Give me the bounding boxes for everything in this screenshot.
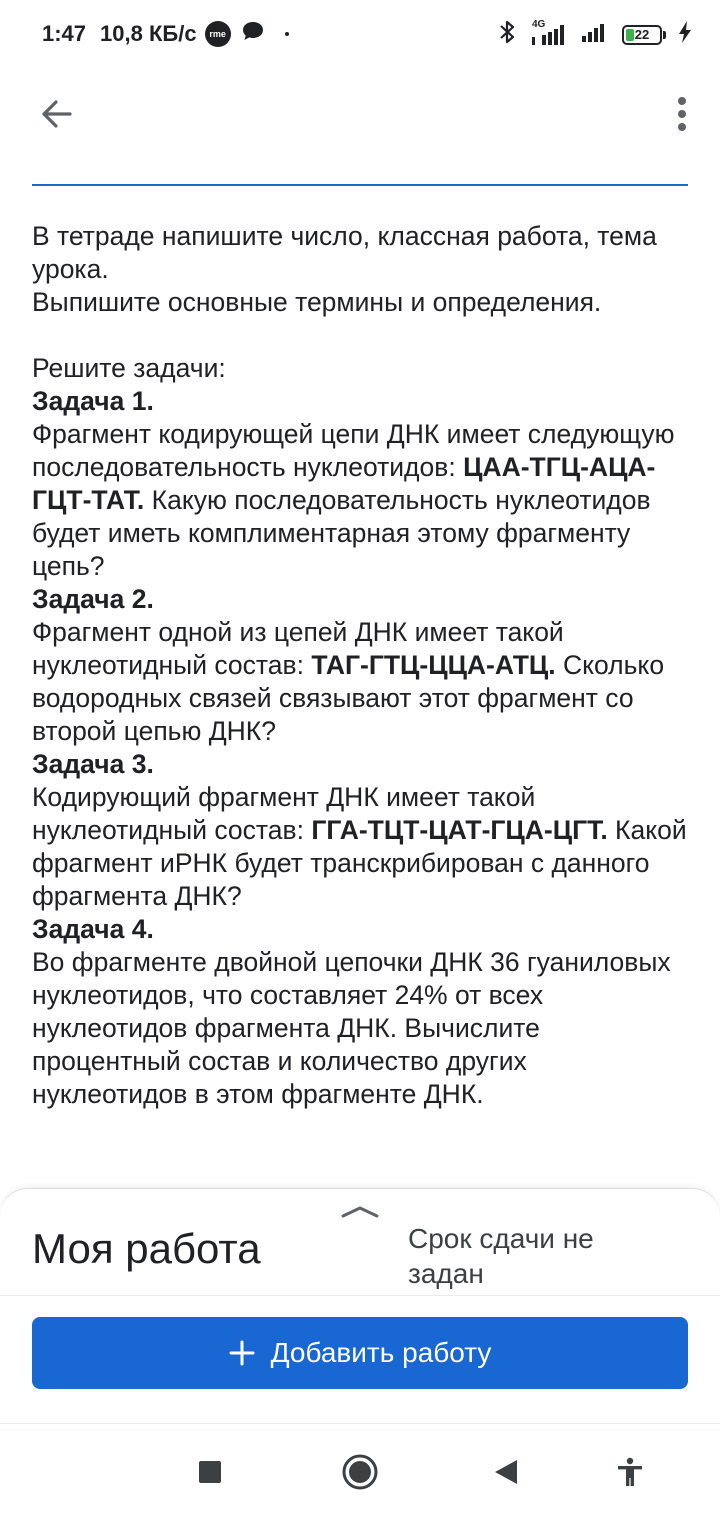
add-work-label: Добавить работу xyxy=(270,1337,492,1368)
assignment-description xyxy=(32,220,688,1111)
rme-icon: rme xyxy=(205,21,231,47)
my-work-sheet[interactable] xyxy=(0,1188,720,1429)
task-2-title: Задача 2. xyxy=(32,584,154,614)
accessibility-icon xyxy=(615,1457,645,1492)
network-type-label: 4G xyxy=(532,18,546,30)
back-nav-button[interactable] xyxy=(484,1452,528,1496)
sheet-divider xyxy=(0,1295,720,1296)
header-divider xyxy=(32,184,688,186)
triangle-back-icon xyxy=(493,1458,519,1491)
app-bar xyxy=(0,68,720,158)
task-2-text-start: Фрагмент одной из цепей ДНК имеет такой нуклеотидный состав: xyxy=(32,617,564,680)
back-button[interactable] xyxy=(30,90,82,142)
system-nav-bar xyxy=(0,1424,720,1520)
task-3-text-end: Какой фрагмент иРНК будет транскрибирован с данного фрагмента ДНК? xyxy=(32,815,687,911)
task-2-text-end: Сколько водородных связей связывают этот фрагмент со второй цепью ДНК? xyxy=(32,650,665,746)
signal-4g-icon xyxy=(530,18,568,49)
task-3-text-start: Кодирующий фрагмент ДНК имеет такой нуклеотидный состав: xyxy=(32,782,536,845)
recents-button[interactable] xyxy=(188,1452,232,1496)
arrow-back-icon xyxy=(38,96,74,137)
chat-bubble-icon xyxy=(241,20,265,48)
task-3-title: Задача 3. xyxy=(32,749,154,779)
status-right xyxy=(496,18,692,51)
signal-icon xyxy=(580,18,610,51)
task-1-title: Задача 1. xyxy=(32,386,154,416)
battery-level: 22 xyxy=(634,27,650,42)
my-work-title: Моя работа xyxy=(32,1225,261,1272)
intro-line-2: Выпишите основные термины и определения. xyxy=(32,287,602,317)
task-1-text-start: Фрагмент кодирующей цепи ДНК имеет следующую последовательность нуклеотидов: xyxy=(32,419,675,482)
battery-icon xyxy=(622,25,666,45)
status-left xyxy=(42,20,289,48)
home-button[interactable] xyxy=(338,1452,382,1496)
task-4-title: Задача 4. xyxy=(32,914,154,944)
bluetooth-icon xyxy=(496,18,518,51)
more-options-button[interactable] xyxy=(662,90,702,142)
accessibility-button[interactable] xyxy=(608,1452,652,1496)
plus-icon xyxy=(229,1333,255,1373)
status-bar xyxy=(0,0,720,68)
task-2-text xyxy=(32,616,688,748)
network-speed: 10,8 КБ/с xyxy=(100,21,197,46)
task-3-text xyxy=(32,781,688,913)
notification-dot-icon xyxy=(285,32,289,36)
task-1-text xyxy=(32,418,688,583)
task-2-sequence: ТАГ-ГТЦ-ЦЦА-АТЦ. xyxy=(311,650,556,680)
chevron-up-icon[interactable] xyxy=(340,1203,380,1219)
deadline-status: Срок сдачи не задан xyxy=(408,1223,594,1289)
square-icon xyxy=(198,1460,222,1489)
task-1-text-end: Какую последовательность нуклеотидов будет иметь комплиментарная этому фрагменту цепь? xyxy=(32,485,651,581)
intro-line-1: В тетраде напишите число, классная работа, тема урока. xyxy=(32,221,657,284)
circle-icon xyxy=(341,1453,379,1496)
task-4-text: Во фрагменте двойной цепочки ДНК 36 гуаниловых нуклеотидов, что составляет 24% от всех нуклеотидов фрагмента ДНК. Вычислите процентный состав и количество других нуклеотидов в этом фрагменте ДНК. xyxy=(32,947,671,1109)
charging-icon xyxy=(678,20,692,49)
solve-heading: Решите задачи: xyxy=(32,353,226,383)
add-work-button[interactable] xyxy=(32,1317,688,1389)
task-1-sequence: ЦАА-ТГЦ-АЦА-ГЦТ-ТАТ. xyxy=(32,452,656,515)
task-3-sequence: ГГА-ТЦТ-ЦАТ-ГЦА-ЦГТ. xyxy=(311,815,608,845)
more-vert-icon xyxy=(677,96,687,137)
status-time: 1:47 xyxy=(42,21,87,46)
